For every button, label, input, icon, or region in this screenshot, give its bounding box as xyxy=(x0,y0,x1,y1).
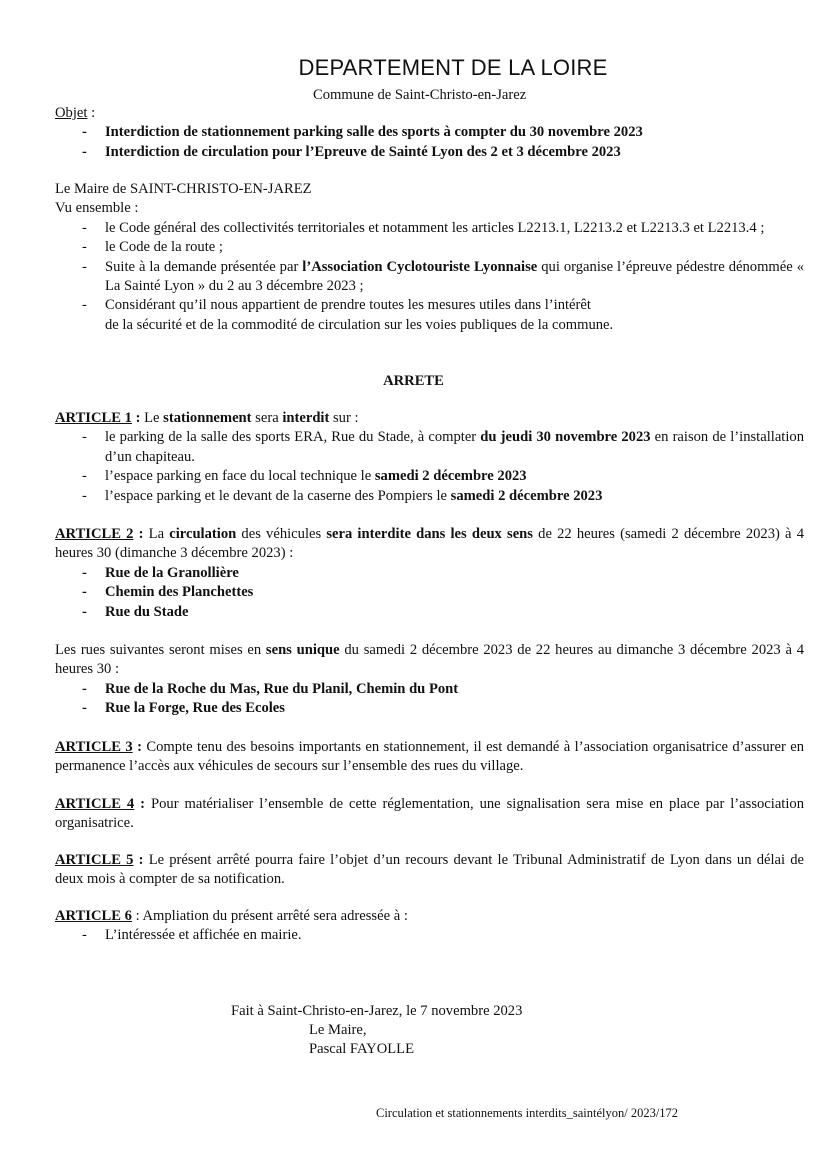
street-item: - Rue de la Granollière xyxy=(55,564,804,583)
signature-place-date: Fait à Saint-Christo-en-Jarez, le 7 novembre 2023 xyxy=(231,1003,523,1019)
objet-item: - Interdiction de stationnement parking salle des sports à compter du 30 novembre 2023 xyxy=(55,123,804,142)
sens-unique-paragraph: Les rues suivantes seront mises en sens unique du samedi 2 décembre 2023 de 22 heures au dimanche 3 décembre 2023 à 4 heures 30 : xyxy=(55,642,804,678)
article-label: ARTICLE 1 xyxy=(55,410,132,426)
list-item: - l’espace parking et le devant de la caserne des Pompiers le samedi 2 décembre 2023 xyxy=(55,487,804,506)
sens-unique-list xyxy=(55,680,804,719)
list-item: - le parking de la salle des sports ERA, Rue du Stade, à compter du jeudi 30 novembre 2023 en raison de l’installation d’un chapiteau. xyxy=(55,428,804,467)
preamble-item: - Suite à la demande présentée par l’Association Cyclotouriste Lyonnaise qui organise l’épreuve pédestre dénommée « La Sainté Lyon » du 2 au 3 décembre 2023 ; xyxy=(55,258,804,297)
objet-label: Objet xyxy=(55,105,88,121)
article-label: ARTICLE 6 xyxy=(55,908,132,924)
article-label: ARTICLE 5 xyxy=(55,852,134,868)
preamble-item: - Considérant qu’il nous appartient de prendre toutes les mesures utiles dans l’intérêt de la sécurité et de la commodité de circulation sur les voies publiques de la commune. xyxy=(55,296,804,335)
article-label: ARTICLE 4 xyxy=(55,796,135,812)
article-6: ARTICLE 6 : Ampliation du présent arrêté sera adressée à : - L’intéressée et affichée en mairie. xyxy=(55,907,804,946)
list-item: - l’espace parking en face du local technique le samedi 2 décembre 2023 xyxy=(55,467,804,486)
article-label: ARTICLE 2 xyxy=(55,526,134,542)
vu-ensemble: Vu ensemble : xyxy=(55,200,139,217)
maire-line: Le Maire de SAINT-CHRISTO-EN-JAREZ xyxy=(55,181,312,197)
street-item: - Rue du Stade xyxy=(55,603,804,622)
street-item: - Rue de la Roche du Mas, Rue du Planil, Chemin du Pont xyxy=(55,680,804,699)
objet-item: - Interdiction de circulation pour l’Epreuve de Sainté Lyon des 2 et 3 décembre 2023 xyxy=(55,143,804,162)
signature-name: Pascal FAYOLLE xyxy=(309,1041,414,1057)
arrete-heading: ARRETE xyxy=(383,373,444,389)
document-reference: Circulation et stationnements interdits_saintélyon/ 2023/172 xyxy=(376,1106,679,1120)
signature-role: Le Maire, xyxy=(309,1022,367,1038)
article-2: ARTICLE 2 : La circulation des véhicules sera interdite dans les deux sens de 22 heures (samedi 2 décembre 2023) à 4 heures 30 (dimanche 3 décembre 2023) : - Rue de la Granollière - Chemin des Planchettes - Rue du Stade xyxy=(55,525,804,622)
list-item: - L’intéressée et affichée en mairie. xyxy=(55,926,804,945)
preamble-item: - le Code de la route ; xyxy=(55,238,804,257)
street-item: - Rue la Forge, Rue des Ecoles xyxy=(55,699,804,718)
article-1: ARTICLE 1 : Le stationnement sera interdit sur : - le parking de la salle des sports ERA, Rue du Stade, à compter du jeudi 30 novembre 2023 en raison de l’installation d’un chapiteau. - l’espace parking en face du local technique le samedi 2 décembre 2023 - l’espace parking et le devant de la caserne des Pompiers le samedi 2 décembre 2023 xyxy=(55,409,804,506)
preamble-section xyxy=(55,180,804,335)
street-item: - Chemin des Planchettes xyxy=(55,583,804,602)
article-5: ARTICLE 5 : Le présent arrêté pourra faire l’objet d’un recours devant le Tribunal Administratif de Lyon dans un délai de deux mois à compter de sa notification. xyxy=(55,852,805,888)
objet-section xyxy=(55,104,804,162)
commune-name: Commune de Saint-Christo-en-Jarez xyxy=(313,87,527,103)
objet-heading: Objet : xyxy=(55,105,96,121)
page-title: DEPARTEMENT DE LA LOIRE xyxy=(298,55,608,80)
article-4: ARTICLE 4 : Pour matérialiser l’ensemble de cette réglementation, une signalisation sera mise en place par l’association organisatrice. xyxy=(55,796,805,832)
article-3: ARTICLE 3 : Compte tenu des besoins importants en stationnement, il est demandé à l’association organisatrice d’assurer en permanence l’accès aux véhicules de secours sur l’ensemble des rues du village. xyxy=(55,739,805,775)
article-label: ARTICLE 3 xyxy=(55,739,133,755)
preamble-item: - le Code général des collectivités territoriales et notamment les articles L2213.1, L2213.2 et L2213.3 et L2213.4 ; xyxy=(55,219,804,238)
association-name: l’Association Cyclotouriste Lyonnaise xyxy=(302,258,538,275)
